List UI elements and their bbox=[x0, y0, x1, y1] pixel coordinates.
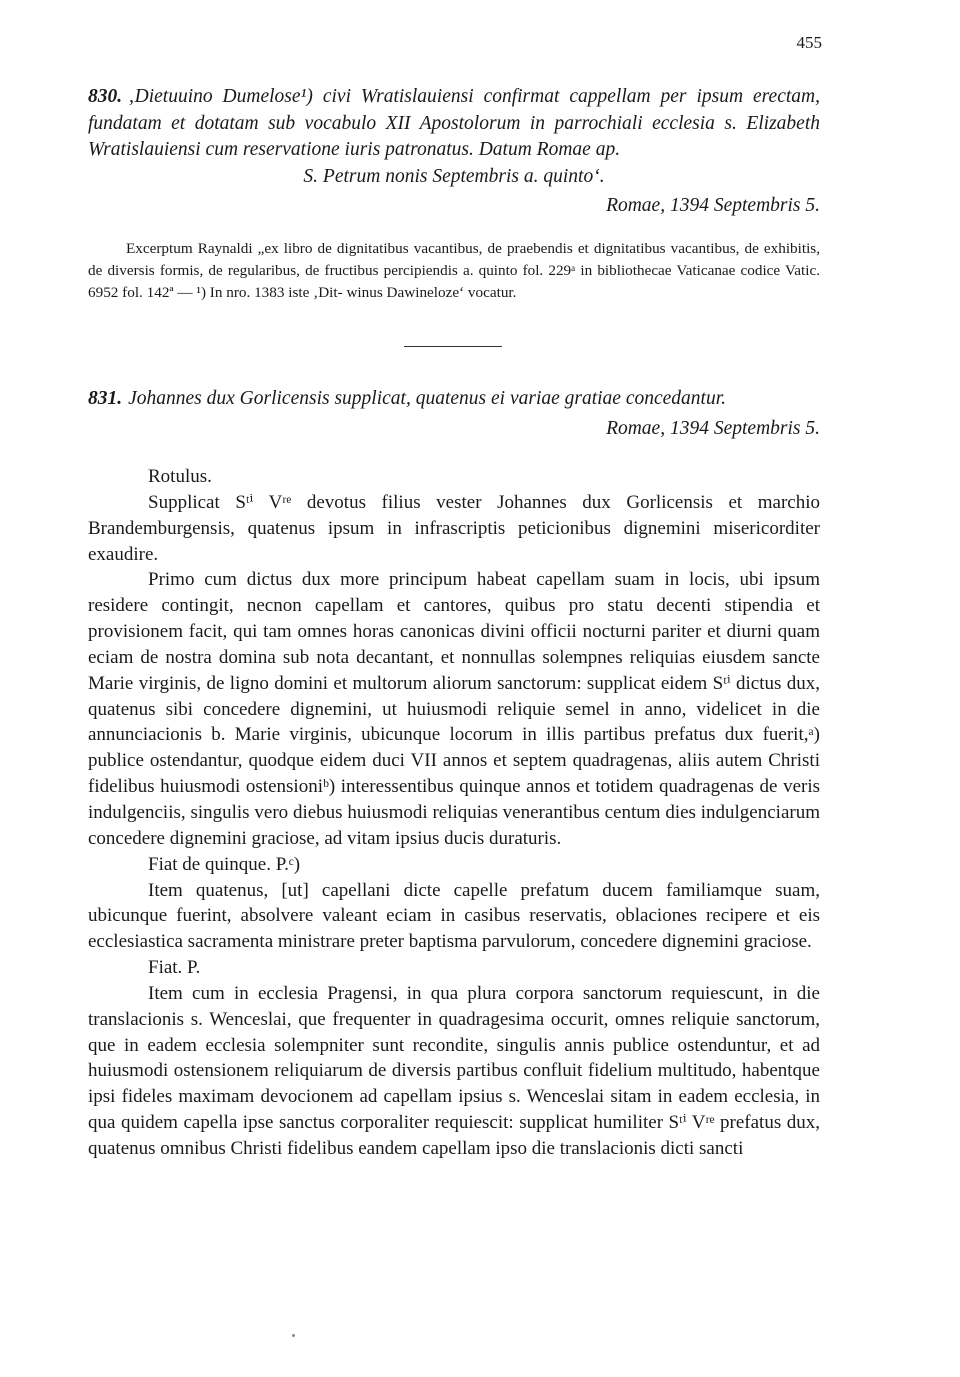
entry-830-heading-line-4: S. Petrum nonis Septembris a. quinto‘. bbox=[303, 165, 605, 187]
scan-speck bbox=[292, 1334, 295, 1337]
paragraph-rotulus: Rotulus. bbox=[148, 466, 212, 487]
entry-830-note bbox=[88, 238, 820, 304]
paragraph-item-capellani: Item quatenus, [ut] capellani dicte capelle prefatum ducem familiamque suam, ubicunque fuerint, absolvere valeant eciam in casibus reservatis, oblaciones recipere et eis ecclesiastica sacramenta ministrare preter baptisma parvulorum, concedere dignemini graciose. bbox=[88, 879, 820, 953]
page-number: 455 bbox=[796, 33, 822, 52]
entry-830-number: 830. bbox=[88, 86, 123, 107]
entry-830-note-line-2: vacantibus, de exhibitis, de diversis formis, de regularibus, de fructibus percipiendis a. quinto bbox=[88, 240, 820, 279]
entry-830-note-line-1: Excerptum Raynaldi „ex libro de dignitatibus vacantibus, de praebendis et dignitatibus bbox=[126, 240, 666, 257]
entry-830-note-line-3: fol. 229ᵃ in bibliothecae Vaticanae codice Vatic. 6952 fol. 142ª — ¹) In nro. 1383 iste ‚Dit- bbox=[88, 262, 820, 301]
paragraph-supplicat: Supplicat Sᵗⁱ Vʳᵉ devotus filius vester Johannes dux Gorlicensis et marchio Brandemburgensis, quatenus ipsum in infrascriptis peticionibus dignemini misericorditer exaudire. bbox=[88, 491, 820, 565]
entry-830-heading-line-2: erectam, fundatam et dotatam sub vocabulo XII Apostolorum in parrochiali ecclesia bbox=[88, 86, 820, 134]
entry-831-heading bbox=[88, 386, 820, 413]
entry-830-dateline: Romae, 1394 Septembris 5. bbox=[606, 195, 820, 216]
entry-831-heading-text: Johannes dux Gorlicensis supplicat, quatenus ei variae gratiae concedantur. bbox=[128, 388, 727, 409]
entry-830-heading bbox=[88, 84, 820, 190]
entry-831-dateline: Romae, 1394 Septembris 5. bbox=[606, 418, 820, 439]
paragraph-fiat-quinque: Fiat de quinque. P.ᶜ) bbox=[148, 853, 301, 875]
section-divider bbox=[404, 346, 502, 347]
entry-830-heading-line-1: ‚Dietuuino Dumelose¹) civi Wratislauiensi confirmat cappellam per ipsum bbox=[128, 86, 744, 107]
paragraph-fiat: Fiat. P. bbox=[148, 957, 201, 979]
entry-830-note-line-4: winus Dawineloze‘ vocatur. bbox=[346, 284, 517, 301]
entry-831-body bbox=[88, 464, 820, 1162]
paragraph-primo: Primo cum dictus dux more principum habeat capellam suam in locis, ubi ipsum residere contingit, necnon capellam et cantores, quibus pro statu decenti stipendia et provisionem facit, qui tam omnes horas canonicas divini officii nocturni pariter et diurni quam eciam de nostra domina sub nota decantant, et nonnullas solempnes reliquias eiusdem sancte Marie virginis, de ligno domini et multorum aliorum sanctorum: supplicat eidem Sᵗⁱ dictus dux, quatenus sibi concedere dignemini, ut huiusmodi reliquie semel in anno, videlicet in die annunciacionis b. Marie virginis, ubicunque locorum in illis partibus prefatus dux fuerit,ᵃ) publice ostendantur, quodque eidem duci VII annos et septem quadragenas, aliis autem Christi fidelibus huiusmodi ostensioniᵇ) interessentibus quinque annos et totidem quadragenas de veris indulgenciis, singulis vero diebus huiusmodi reliquias venerantibus centum dies indulgenciarum concedere dignemini graciose, ad vitam ipsius ducis duraturis. bbox=[88, 569, 820, 849]
entry-830-heading-line-3: s. Elizabeth Wratislauiensi cum reservatione iuris patronatus. Datum Romae ap. bbox=[88, 112, 821, 160]
entry-831-number: 831. bbox=[88, 388, 123, 409]
paragraph-item-pragensi: Item cum in ecclesia Pragensi, in qua plura corpora sanctorum requiescunt, in die translacionis s. Wenceslai, que frequenter in quadragesima occurit, omnes reliquie sanctorum, que in eadem ecclesia solempniter sunt recondite, singulis annis publice ostenduntur, et ad huiusmodi ostensionem reliquiarum de diversis partibus confluit fidelium multitudo, habentque ipsi fideles maximam devocionem ad capellam ipsius s. Wenceslai sitam in eadem ecclesia, in qua quidem capella ipse sanctus corporaliter requiescit: supplicat humiliter Sᵗⁱ Vʳᵉ prefatus dux, quatenus omnibus Christi fidelibus eandem capellam ipso die translacionis dicti sancti bbox=[88, 982, 820, 1159]
